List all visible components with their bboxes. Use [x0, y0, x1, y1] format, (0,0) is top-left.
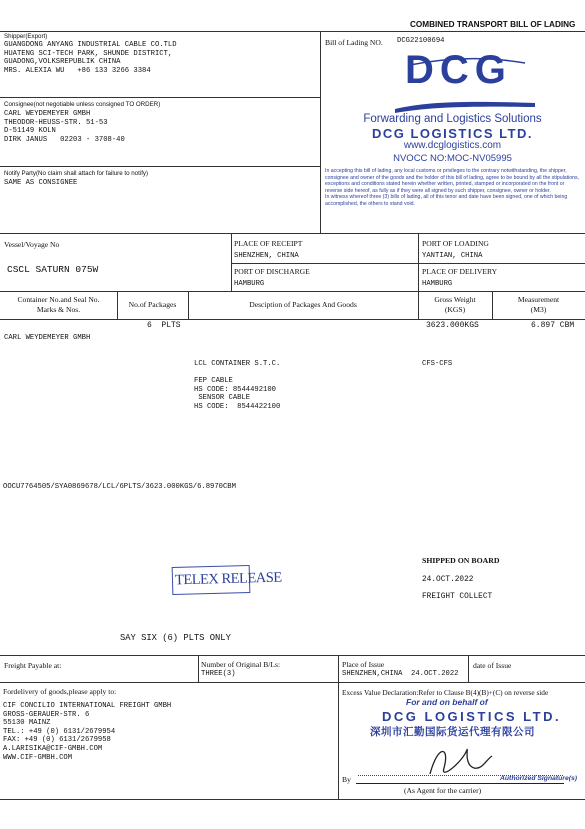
col-header-description: Desciption of Packages And Goods: [249, 300, 357, 309]
loading-label: PORT OF LOADING: [422, 239, 489, 248]
freight-payable-label: Freight Payable at:: [4, 661, 62, 670]
place-of-issue-label: Place of Issue: [342, 660, 385, 669]
dcg-logo: DCG: [405, 48, 512, 92]
vessel-value: CSCL SATURN 075W: [7, 264, 99, 275]
container-line: OOCU7764505/SYA0869678/LCL/6PLTS/3623.000KGS/6.8970CBM: [3, 483, 236, 491]
carrier-name: DCG LOGISTICS LTD.: [371, 126, 534, 141]
cargo-service: CFS-CFS: [422, 360, 453, 368]
cargo-description: LCL CONTAINER S.T.C. FEP CABLE HS CODE: 8544492100 SENSOR CABLE HS CODE: 8544422100: [194, 360, 281, 411]
originals-label: Number of Original B/Ls:: [201, 660, 281, 669]
cargo-marks: CARL WEYDEMEYER GMBH: [4, 334, 91, 342]
carrier-terms: In accepting this bill of lading, any local customs or privileges to the contrary notwithstanding, the shipper, consignee and owner of the goods and the holder of this bill of lading, agree to be bound by all the stipulations, exceptions and conditions stated herein whether written, printed, stamped or incorporated on the front or reverse side hereof, as fully as if they were all signed by such shipper, consignee, owner or holder. In witness whereof three (3) bills of lading, all of this tenor and date have been signed, one of which being accomplished, the others to stand void.: [325, 168, 580, 207]
rule-foot-issue: [338, 655, 339, 799]
col-header-weight: Gross Weight (KGS): [434, 295, 476, 314]
rule-loading-left: [418, 233, 419, 291]
telex-release-text: TELEX RELEASE: [174, 569, 282, 589]
consignee-label: Consignee(not negotiable unless consigned TO ORDER): [4, 101, 161, 108]
signature-scribble: [420, 734, 500, 784]
rule-consignee-bottom: [0, 166, 320, 167]
rule-bottom: [0, 799, 585, 800]
rule-shipper-bottom: [0, 97, 320, 98]
excess-value-declaration: Excess Value Declaration:Refer to Clause B(4)(B)+(C) on reverse side: [342, 688, 549, 697]
freight-collect: FREIGHT COLLECT: [422, 593, 493, 601]
rule-ports-bottom: [0, 291, 585, 292]
stamp-for-behalf: For and on behalf of: [406, 697, 488, 707]
stamp-company-chinese: 深圳市汇勤国际货运代理有限公司: [370, 726, 535, 738]
bl-number-value: DCG22100694: [397, 37, 445, 45]
receipt-label: PLACE OF RECEIPT: [234, 239, 303, 248]
shipper-address: GUANGDONG ANYANG INDUSTRIAL CABLE CO.TLD HUATENG SCI-TECH PARK, SHUNDE DISTRICT, GUADONG,VOLKSREPUBLIK CHINA MRS. ALEXIA WU +86 133 3266 3384: [4, 41, 177, 75]
receipt-value: SHENZHEN, CHINA: [234, 252, 299, 260]
document-title: COMBINED TRANSPORT BILL OF LADING: [410, 20, 576, 29]
rule-ports-mid: [231, 263, 585, 264]
say-total: SAY SIX (6) PLTS ONLY: [120, 633, 231, 643]
notify-value: SAME AS CONSIGNEE: [4, 179, 78, 187]
bl-number-label: Bill of Lading NO.: [325, 38, 383, 47]
place-of-issue-value: SHENZHEN,CHINA 24.OCT.2022: [342, 670, 459, 678]
cargo-packages: 6 PLTS: [147, 321, 181, 330]
discharge-value: HAMBURG: [234, 280, 265, 288]
by-label: By: [342, 775, 351, 784]
rule-receipt-left: [231, 233, 232, 291]
rule-left-col: [320, 31, 321, 233]
rule-foot-mid: [0, 682, 585, 683]
loading-value: YANTIAN, CHINA: [422, 252, 483, 260]
stamp-company-name: DCG LOGISTICS LTD.: [382, 709, 562, 724]
rule-body-bottom: [0, 655, 585, 656]
delivery-value: HAMBURG: [422, 280, 453, 288]
vessel-label: Vessel/Voyage No: [4, 240, 60, 249]
delivery-label: PLACE OF DELIVERY: [422, 267, 498, 276]
notify-label: Notify Party(No claim shall attach for failure to notify): [4, 170, 149, 177]
shipper-label: Shipper(Export): [4, 33, 48, 40]
agent-note: (As Agent for the carrier): [404, 786, 482, 795]
carrier-website: www.dcglogistics.com: [403, 140, 502, 151]
rule-header-bottom: [0, 319, 585, 320]
col-header-measurement: Measurement (M3): [517, 295, 560, 314]
col-header-packages: No.of Packages: [128, 300, 177, 309]
rule-upper-bottom: [0, 233, 585, 234]
delivery-agent-address: CIF CONCILIO INTERNATIONAL FREIGHT GMBH GROSS-GERAUER-STR. 6 55130 MAINZ TEL.: +49 (0) 6131/2679954 FAX: +49 (0) 6131/2679958 A.LARISIKA@CIF-GMBH.COM WWW.CIF-GMBH.COM: [3, 702, 172, 762]
originals-value: THREE(3): [201, 670, 236, 678]
delivery-apply-label: Fordelivery of goods,please apply to:: [3, 687, 117, 696]
date-of-issue-label: date of Issue: [473, 661, 512, 670]
rule-top: [0, 31, 585, 32]
cargo-gross-weight: 3623.000KGS: [426, 321, 479, 330]
rule-foot-originals: [198, 655, 199, 682]
discharge-label: PORT OF DISCHARGE: [234, 267, 310, 276]
stamp-authorized: Authorized Signature(s): [500, 775, 578, 782]
consignee-address: CARL WEYDEMEYER GMBH THEODOR-HEUSS-STR. 51-53 D-51149 KOLN DIRK JANUS 02203 - 3708-40: [4, 110, 125, 144]
shipped-on-board: SHIPPED ON BOARD: [422, 556, 500, 565]
shipped-date: 24.OCT.2022: [422, 576, 474, 584]
cargo-measurement: 6.897 CBM: [531, 321, 575, 330]
carrier-nvocc: NVOCC NO:MOC-NV05995: [393, 153, 512, 164]
carrier-tagline: Forwarding and Logistics Solutions: [363, 113, 542, 125]
col-header-container: Container No.and Seal No. Marks & Nos.: [17, 295, 100, 314]
rule-foot-date: [468, 655, 469, 682]
signature-line: [356, 783, 564, 784]
